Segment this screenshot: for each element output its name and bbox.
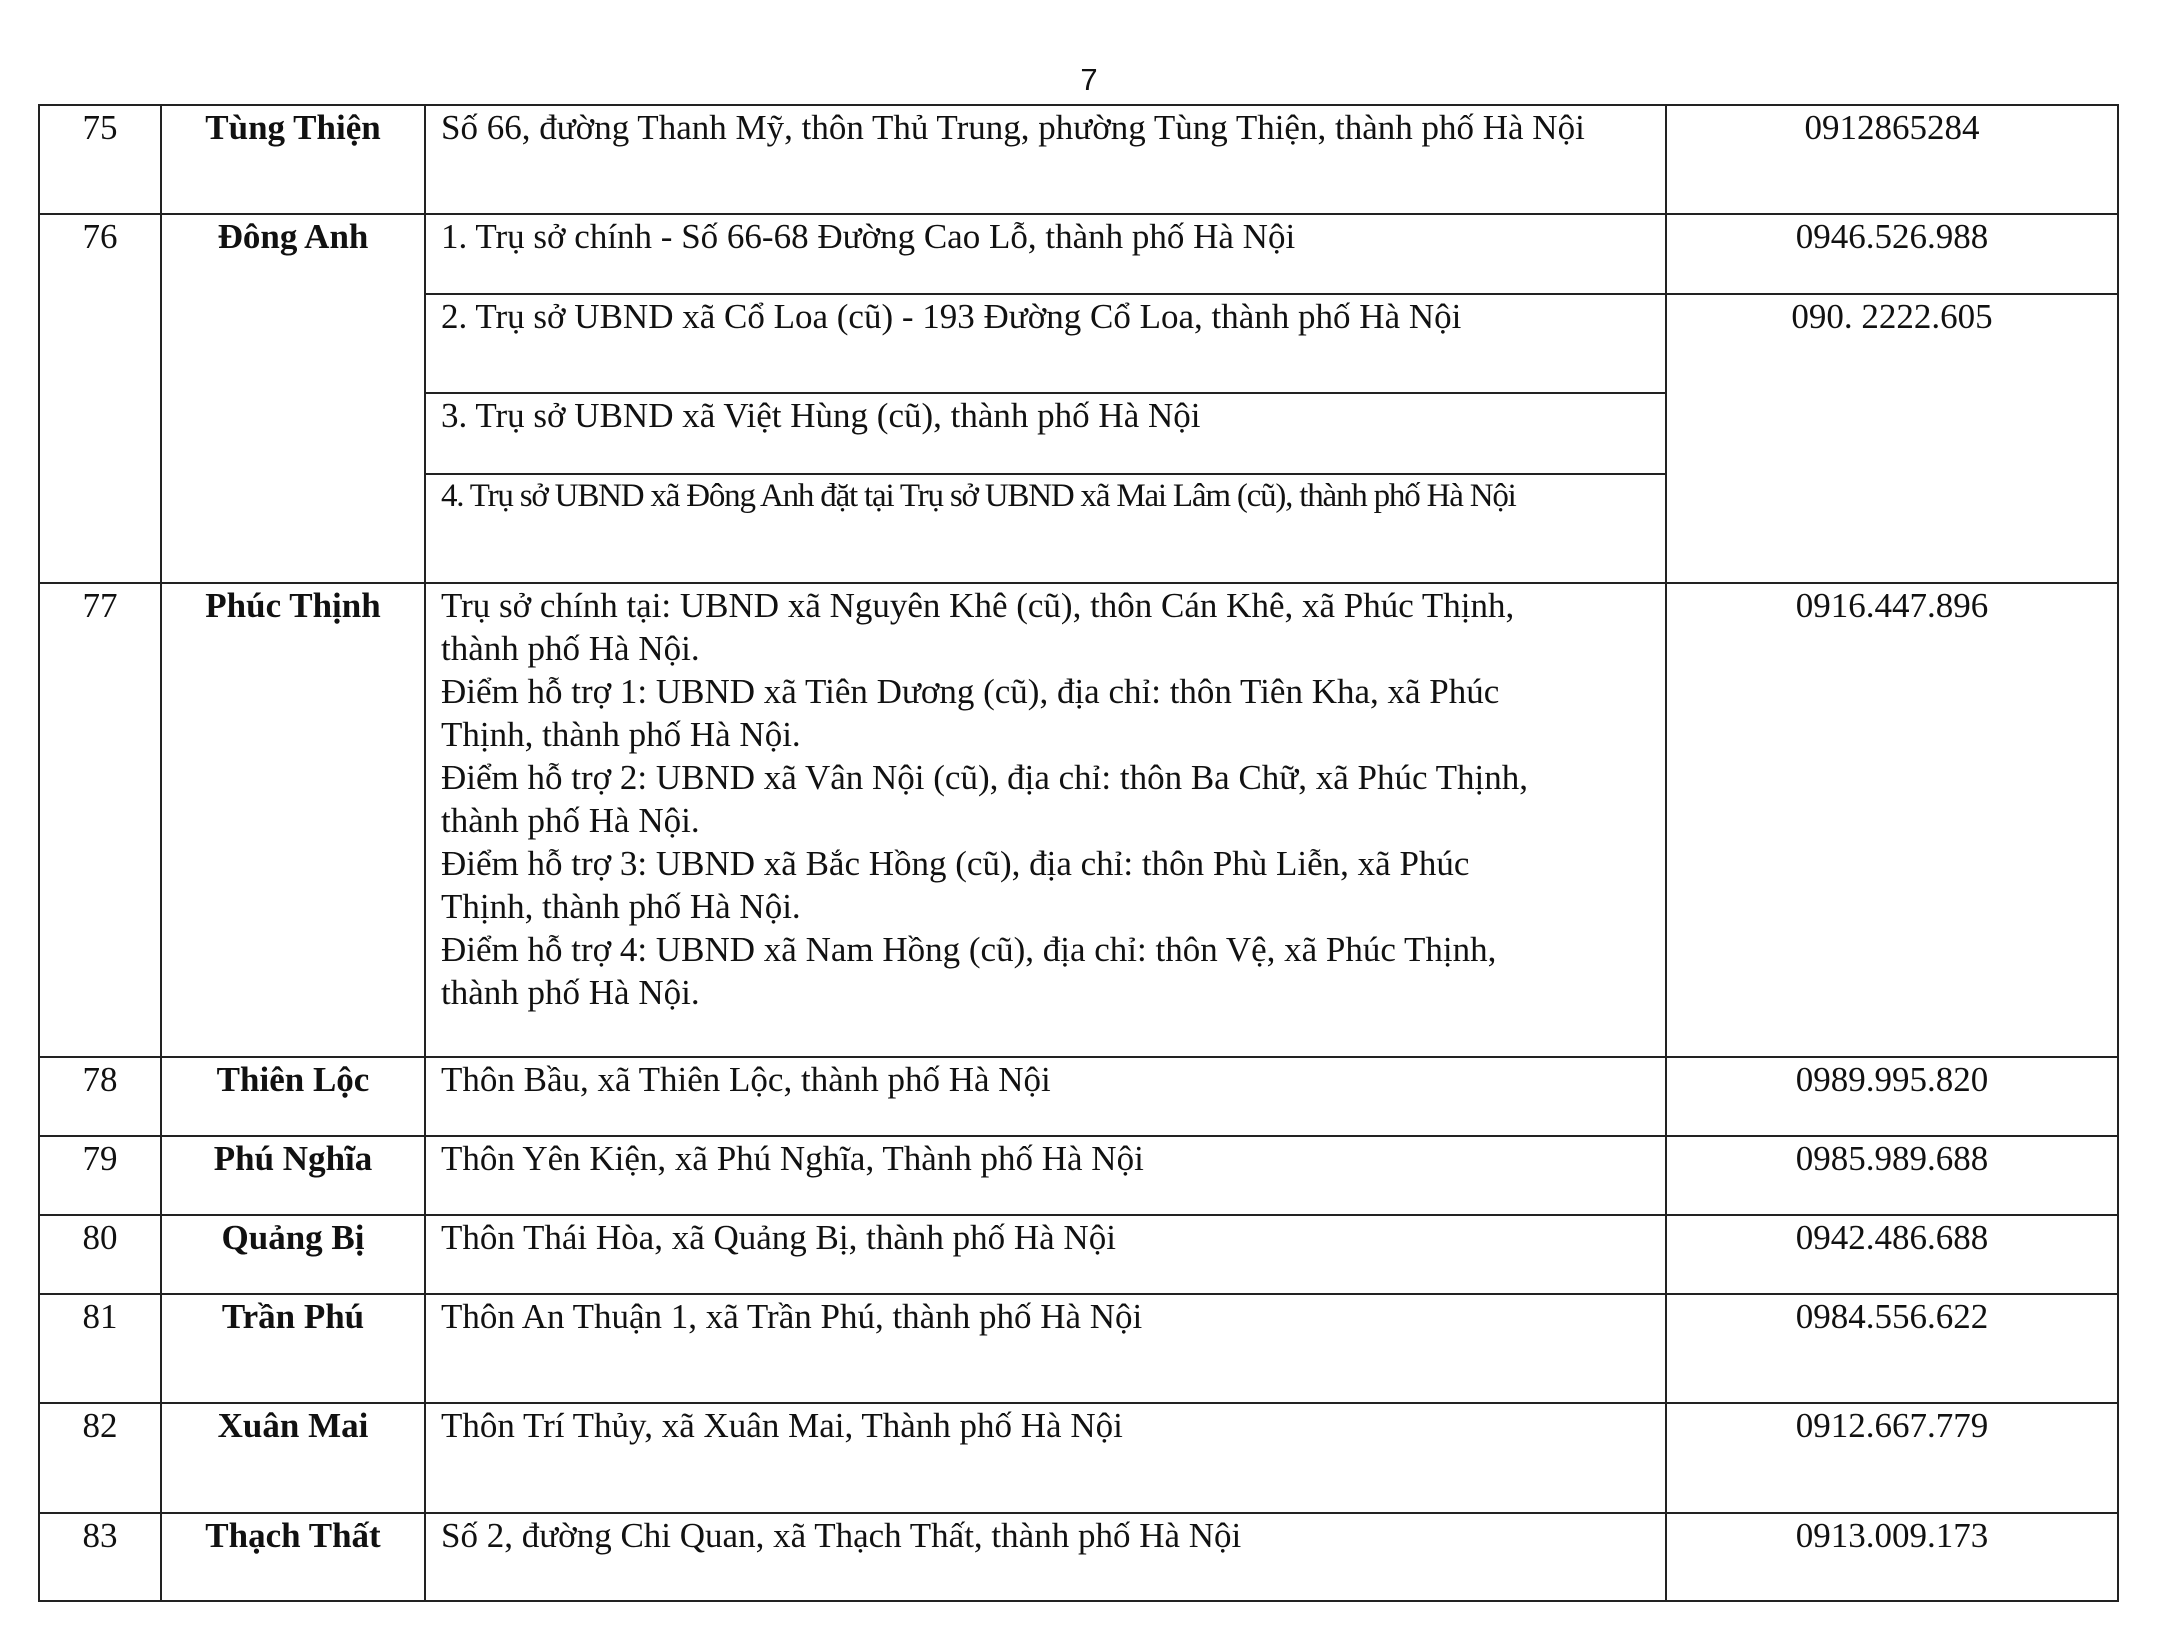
row-number: 79 <box>39 1136 161 1215</box>
address-cell: 2. Trụ sở UBND xã Cổ Loa (cũ) - 193 Đường Cổ Loa, thành phố Hà Nội <box>425 294 1666 393</box>
table-row <box>39 1294 2118 1403</box>
row-number: 78 <box>39 1057 161 1136</box>
phone-cell: 0916.447.896 <box>1666 583 2118 1057</box>
commune-name: Thạch Thất <box>161 1513 425 1601</box>
address-cell: Số 2, đường Chi Quan, xã Thạch Thất, thành phố Hà Nội <box>425 1513 1666 1601</box>
phone-cell: 090. 2222.605 <box>1666 294 2118 583</box>
address-cell: Thôn Bầu, xã Thiên Lộc, thành phố Hà Nội <box>425 1057 1666 1136</box>
address-line: Điểm hỗ trợ 1: UBND xã Tiên Dương (cũ), địa chỉ: thôn Tiên Kha, xã Phúc <box>441 672 1500 711</box>
address-line: Điểm hỗ trợ 3: UBND xã Bắc Hồng (cũ), địa chỉ: thôn Phù Liễn, xã Phúc <box>441 844 1470 883</box>
address-line: thành phố Hà Nội. <box>441 973 700 1012</box>
table-row <box>39 105 2118 214</box>
phone-cell: 0946.526.988 <box>1666 214 2118 294</box>
address-cell: Thôn An Thuận 1, xã Trần Phú, thành phố Hà Nội <box>425 1294 1666 1403</box>
table-row <box>39 1215 2118 1294</box>
table-row <box>39 1513 2118 1601</box>
table-row <box>39 583 2118 1057</box>
commune-name: Trần Phú <box>161 1294 425 1403</box>
row-number: 80 <box>39 1215 161 1294</box>
commune-name: Đông Anh <box>161 214 425 583</box>
table-row <box>39 1057 2118 1136</box>
address-cell: Thôn Trí Thủy, xã Xuân Mai, Thành phố Hà Nội <box>425 1403 1666 1513</box>
row-number: 83 <box>39 1513 161 1601</box>
address-line: thành phố Hà Nội. <box>441 801 700 840</box>
address-cell <box>425 583 1666 1057</box>
row-number: 75 <box>39 105 161 214</box>
commune-name: Phú Nghĩa <box>161 1136 425 1215</box>
phone-cell: 0913.009.173 <box>1666 1513 2118 1601</box>
phone-cell: 0942.486.688 <box>1666 1215 2118 1294</box>
table-row <box>39 214 2118 294</box>
row-number: 81 <box>39 1294 161 1403</box>
address-line: Thịnh, thành phố Hà Nội. <box>441 715 801 754</box>
address-line: Điểm hỗ trợ 2: UBND xã Vân Nội (cũ), địa chỉ: thôn Ba Chữ, xã Phúc Thịnh, <box>441 758 1529 797</box>
row-number: 82 <box>39 1403 161 1513</box>
address-cell: Số 66, đường Thanh Mỹ, thôn Thủ Trung, phường Tùng Thiện, thành phố Hà Nội <box>425 105 1666 214</box>
phone-cell: 0985.989.688 <box>1666 1136 2118 1215</box>
address-line: Điểm hỗ trợ 4: UBND xã Nam Hồng (cũ), địa chỉ: thôn Vệ, xã Phúc Thịnh, <box>441 930 1497 969</box>
address-line: Trụ sở chính tại: UBND xã Nguyên Khê (cũ), thôn Cán Khê, xã Phúc Thịnh, <box>441 586 1515 625</box>
commune-table <box>38 104 2119 1602</box>
commune-name: Thiên Lộc <box>161 1057 425 1136</box>
row-number: 77 <box>39 583 161 1057</box>
commune-name: Tùng Thiện <box>161 105 425 214</box>
row-number: 76 <box>39 214 161 583</box>
commune-name: Quảng Bị <box>161 1215 425 1294</box>
phone-cell: 0912865284 <box>1666 105 2118 214</box>
address-line: thành phố Hà Nội. <box>441 629 700 668</box>
address-cell: 1. Trụ sở chính - Số 66-68 Đường Cao Lỗ, thành phố Hà Nội <box>425 214 1666 294</box>
address-line: Thịnh, thành phố Hà Nội. <box>441 887 801 926</box>
table-row <box>39 1403 2118 1513</box>
table-row <box>39 1136 2118 1215</box>
address-cell: Thôn Thái Hòa, xã Quảng Bị, thành phố Hà Nội <box>425 1215 1666 1294</box>
address-cell: 4. Trụ sở UBND xã Đông Anh đặt tại Trụ sở UBND xã Mai Lâm (cũ), thành phố Hà Nội <box>425 474 1666 583</box>
phone-cell: 0912.667.779 <box>1666 1403 2118 1513</box>
page-number: 7 <box>1080 62 1098 97</box>
phone-cell: 0984.556.622 <box>1666 1294 2118 1403</box>
commune-name: Xuân Mai <box>161 1403 425 1513</box>
address-cell: 3. Trụ sở UBND xã Việt Hùng (cũ), thành phố Hà Nội <box>425 393 1666 474</box>
address-cell: Thôn Yên Kiện, xã Phú Nghĩa, Thành phố Hà Nội <box>425 1136 1666 1215</box>
phone-cell: 0989.995.820 <box>1666 1057 2118 1136</box>
commune-name: Phúc Thịnh <box>161 583 425 1057</box>
